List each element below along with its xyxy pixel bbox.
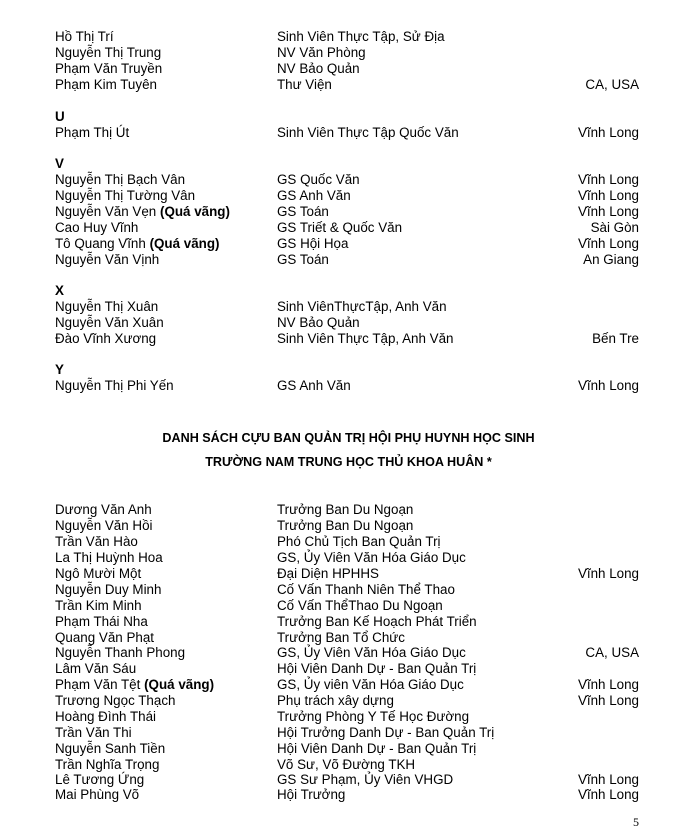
list-item (0, 378, 697, 394)
person-role: GS Triết & Quốc Văn (277, 220, 403, 235)
person-role: Sinh ViênThựcTập, Anh Văn (277, 299, 447, 314)
person-role: GS Toán (277, 204, 329, 219)
person-role: Trưởng Ban Tổ Chức (277, 630, 405, 645)
person-name: Nguyễn Văn Vẹn (Quá vãng) (55, 204, 230, 219)
person-name: Trần Kim Minh (55, 598, 142, 613)
person-role: Trưởng Ban Du Ngoạn (277, 518, 414, 533)
person-name: Cao Huy Vĩnh (55, 220, 139, 235)
person-name: Trương Ngọc Thạch (55, 693, 176, 708)
person-name: Lâm Văn Sáu (55, 661, 137, 676)
section-letter-v: V (55, 156, 64, 171)
person-name: Phạm Thái Nha (55, 614, 148, 629)
list-item (0, 598, 697, 614)
person-role: Phó Chủ Tịch Ban Quản Trị (277, 534, 441, 549)
person-name: Hoàng Đình Thái (55, 709, 156, 724)
list-item (0, 645, 697, 661)
person-location: Vĩnh Long (577, 172, 639, 187)
list-item (0, 252, 697, 268)
person-name: Nguyễn Thị Tường Vân (55, 188, 196, 203)
person-role: Sinh Viên Thực Tập, Anh Văn (277, 331, 454, 346)
list-item (0, 677, 697, 693)
person-role: Cố Vấn ThểThao Du Ngoạn (277, 598, 443, 613)
list-item (0, 188, 697, 204)
list-item (0, 45, 697, 61)
person-name: Nguyễn Văn Xuân (55, 315, 164, 330)
person-role: GS Hội Họa (277, 236, 349, 251)
list-item (0, 172, 697, 188)
list-item (0, 518, 697, 534)
section-letter-x: X (55, 283, 64, 298)
person-location: Vĩnh Long (577, 693, 639, 708)
person-location: Sài Gòn (590, 220, 639, 235)
list-item (0, 772, 697, 788)
person-location: CA, USA (585, 645, 639, 660)
list-item (0, 331, 697, 347)
person-name: Nguyễn Thị Phi Yến (55, 378, 174, 393)
list-item (0, 566, 697, 582)
list-item (0, 220, 697, 236)
person-name: Nguyễn Thanh Phong (55, 645, 186, 660)
person-role: Trưởng Ban Kế Hoạch Phát Triển (277, 614, 477, 629)
person-name: Trần Nghĩa Trọng (55, 757, 160, 772)
person-role: GS, Ủy Viên Văn Hóa Giáo Dục (277, 645, 466, 660)
person-role: GS Sư Phạm, Ủy Viên VHGD (277, 772, 454, 787)
person-name: Quang Văn Phạt (55, 630, 155, 645)
section-heading-line-1: DANH SÁCH CỰU BAN QUẢN TRỊ HỘI PHỤ HUYNH HỌC SINH (162, 431, 535, 445)
person-role: Võ Sư, Võ Đường TKH (277, 757, 416, 772)
person-role: Cố Vấn Thanh Niên Thể Thao (277, 582, 455, 597)
list-item (0, 77, 697, 93)
person-location: Vĩnh Long (577, 566, 639, 581)
person-role: Thư Viện (277, 77, 332, 92)
person-location: Vĩnh Long (577, 787, 639, 802)
person-role: GS Toán (277, 252, 329, 267)
person-role: Hội Trưởng (277, 787, 346, 802)
person-name: Phạm Văn Tệt (Quá vãng) (55, 677, 215, 692)
person-role: NV Bảo Quản (277, 61, 360, 76)
person-location: Vĩnh Long (577, 378, 639, 393)
person-name: Đào Vĩnh Xương (55, 331, 157, 346)
person-role: Hội Viên Danh Dự - Ban Quản Trị (277, 661, 477, 676)
list-item (0, 125, 697, 141)
person-name: Nguyễn Sanh Tiền (55, 741, 166, 756)
person-name: Mai Phùng Võ (55, 787, 140, 802)
list-item (0, 534, 697, 550)
deceased-note: (Quá vãng) (159, 204, 230, 219)
list-item (0, 550, 697, 566)
person-role: GS Anh Văn (277, 188, 351, 203)
person-location: Vĩnh Long (577, 204, 639, 219)
section-letter-y: Y (55, 362, 64, 377)
list-item (0, 299, 697, 315)
list-item (0, 29, 697, 45)
person-name: Trần Văn Hào (55, 534, 138, 549)
person-name: Phạm Văn Truyền (55, 61, 163, 76)
person-name: Nguyễn Thị Trung (55, 45, 162, 60)
list-item (0, 709, 697, 725)
person-name: Nguyễn Văn Vịnh (55, 252, 160, 267)
person-name: Dương Văn Anh (55, 502, 152, 517)
person-role: GS, Ủy viên Văn Hóa Giáo Dục (277, 677, 464, 692)
person-name: Nguyễn Duy Minh (55, 582, 162, 597)
person-role: Phụ trách xây dựng (277, 693, 394, 708)
person-role: GS Quốc Văn (277, 172, 360, 187)
list-item (0, 787, 697, 803)
person-name: Tô Quang Vĩnh (Quá vãng) (55, 236, 220, 251)
deceased-note: (Quá vãng) (144, 677, 215, 692)
person-location: An Giang (583, 252, 639, 267)
person-location: Vĩnh Long (577, 677, 639, 692)
person-role: Trưởng Phòng Y Tế Học Đường (277, 709, 470, 724)
section-heading-line-2: TRƯỜNG NAM TRUNG HỌC THỦ KHOA HUÂN * (205, 455, 492, 469)
person-location: Vĩnh Long (577, 125, 639, 140)
list-item (0, 61, 697, 77)
person-role: Sinh Viên Thực Tập, Sử Địa (277, 29, 445, 44)
person-name: Ngô Mười Một (55, 566, 142, 581)
person-location: Bến Tre (592, 331, 639, 346)
list-item (0, 236, 697, 252)
person-name: Trần Văn Thi (55, 725, 132, 740)
person-role: Sinh Viên Thực Tập Quốc Văn (277, 125, 459, 140)
person-role: GS, Ủy Viên Văn Hóa Giáo Dục (277, 550, 466, 565)
list-item (0, 614, 697, 630)
list-item (0, 630, 697, 646)
person-name: La Thị Huỳnh Hoa (55, 550, 163, 565)
section-letter-u: U (55, 109, 65, 124)
person-name: Phạm Kim Tuyên (55, 77, 157, 92)
person-role: Hội Viên Danh Dự - Ban Quản Trị (277, 741, 477, 756)
person-location: Vĩnh Long (577, 188, 639, 203)
person-name: Nguyễn Văn Hồi (55, 518, 153, 533)
list-item (0, 502, 697, 518)
list-item (0, 741, 697, 757)
person-name: Lê Tương Ứng (55, 772, 145, 787)
deceased-note: (Quá vãng) (149, 236, 220, 251)
list-item (0, 725, 697, 741)
page-number: 5 (633, 815, 639, 829)
person-role: Đại Diện HPHHS (277, 566, 379, 581)
person-name: Phạm Thị Út (55, 125, 130, 140)
list-item (0, 757, 697, 773)
person-location: Vĩnh Long (577, 236, 639, 251)
list-item (0, 315, 697, 331)
person-location: Vĩnh Long (577, 772, 639, 787)
person-role: Trưởng Ban Du Ngoạn (277, 502, 414, 517)
person-role: NV Bảo Quản (277, 315, 360, 330)
list-item (0, 204, 697, 220)
person-name: Nguyễn Thị Bạch Vân (55, 172, 186, 187)
person-role: GS Anh Văn (277, 378, 351, 393)
person-name: Hồ Thị Trí (55, 29, 114, 44)
person-role: Hội Trưởng Danh Dự - Ban Quản Trị (277, 725, 495, 740)
person-name: Nguyễn Thị Xuân (55, 299, 159, 314)
person-location: CA, USA (585, 77, 639, 92)
list-item (0, 693, 697, 709)
person-role: NV Văn Phòng (277, 45, 366, 60)
list-item (0, 582, 697, 598)
list-item (0, 661, 697, 677)
